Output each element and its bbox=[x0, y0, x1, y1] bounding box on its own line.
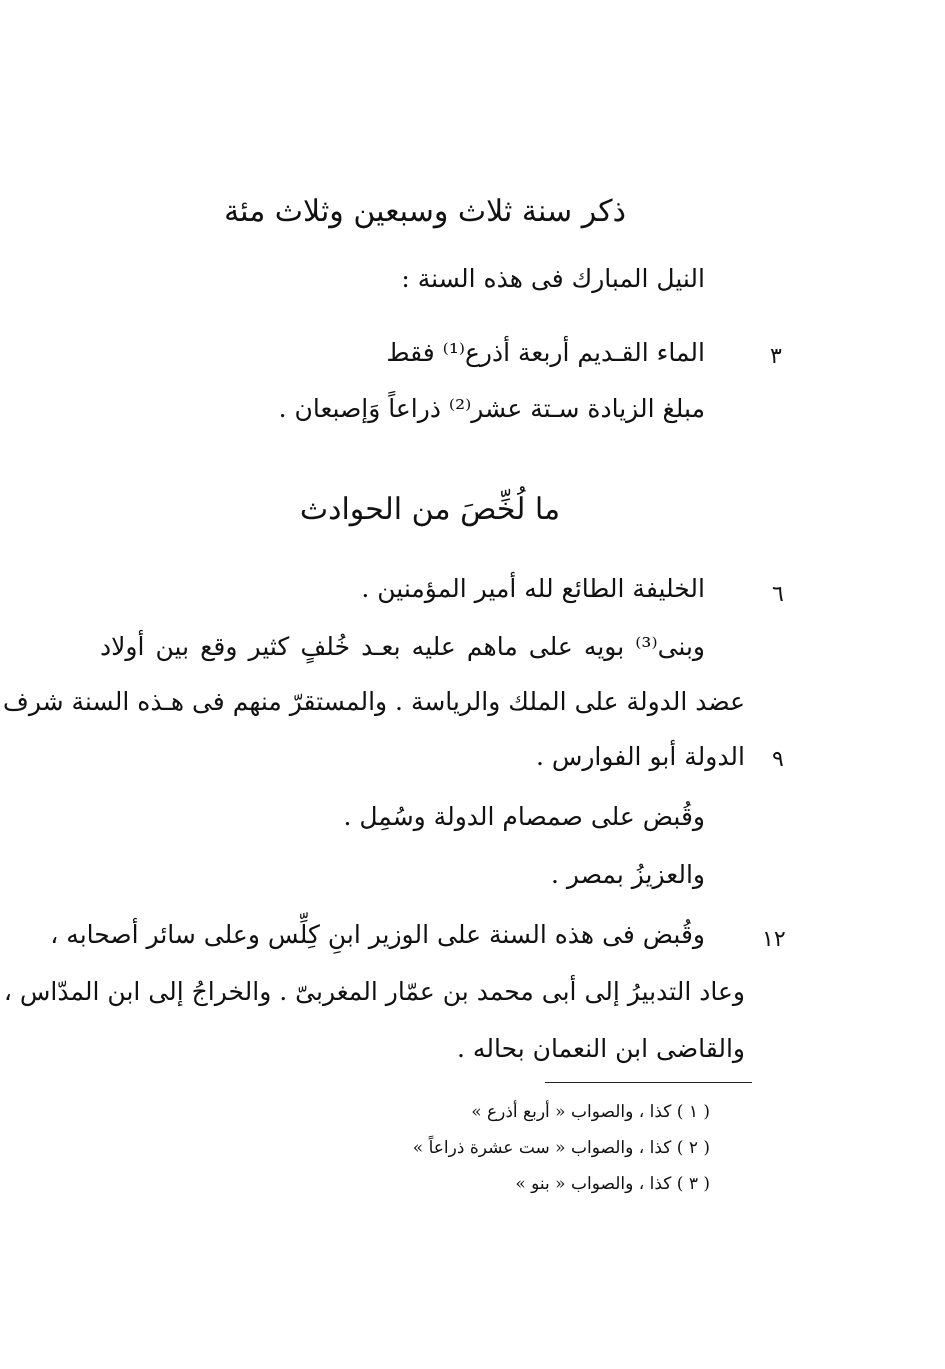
nile-old-water: الماء القـديم أربعة أذرع⁽¹⁾ فقط bbox=[386, 338, 705, 367]
footnote-3: ( ٣ ) كذا ، والصواب « بنو » bbox=[515, 1174, 710, 1194]
nile-increase: مبلغ الزيادة سـتة عشر⁽²⁾ ذراعاً وَإصبعان . bbox=[278, 394, 705, 423]
event-vizier-line-1: وقُبض فى هذه السنة على الوزير ابنِ كِلِّس وعلى سائر أصحابه ، bbox=[50, 920, 705, 949]
footnote-1: ( ١ ) كذا ، والصواب « أربع أذرع » bbox=[471, 1102, 710, 1122]
event-samsam: وقُبض على صمصام الدولة وسُمِل . bbox=[343, 802, 705, 831]
nile-intro: النيل المبارك فى هذه السنة : bbox=[401, 264, 705, 293]
event-vizier-line-2: وعاد التدبيرُ إلى أبى محمد بن عمّار المغربىّ . والخراجُ إلى ابن المدّاس ، bbox=[3, 977, 745, 1006]
line-number-9: ٩ bbox=[772, 747, 784, 772]
line-number-3: ٣ bbox=[770, 344, 782, 369]
footnote-2: ( ٢ ) كذا ، والصواب « ست عشرة ذراعاً » bbox=[412, 1138, 710, 1158]
event-caliph: الخليفة الطائع لله أمير المؤمنين . bbox=[361, 574, 705, 603]
event-vizier-line-3: والقاضى ابن النعمان بحاله . bbox=[457, 1034, 745, 1063]
event-buyid-line-2: عضد الدولة على الملك والرياسة . والمستقرّ منهم فى هـذه السنة شرف bbox=[2, 687, 745, 716]
event-buyid-line-1: وبنى⁽³⁾ بويه على ماهم عليه بعـد خُلفٍ كثير وقع بين أولاد bbox=[100, 632, 705, 661]
event-aziz: والعزيزُ بمصر . bbox=[551, 860, 705, 889]
footnote-divider bbox=[545, 1082, 752, 1083]
events-heading: ما لُخِّصَ من الحوادث bbox=[299, 492, 561, 527]
event-buyid-line-3: الدولة أبو الفوارس . bbox=[535, 742, 745, 771]
line-number-6: ٦ bbox=[772, 582, 784, 607]
line-number-12: ١٢ bbox=[762, 927, 786, 952]
section-heading: ذكر سنة ثلاث وسبعين وثلاث مئة bbox=[224, 194, 626, 229]
